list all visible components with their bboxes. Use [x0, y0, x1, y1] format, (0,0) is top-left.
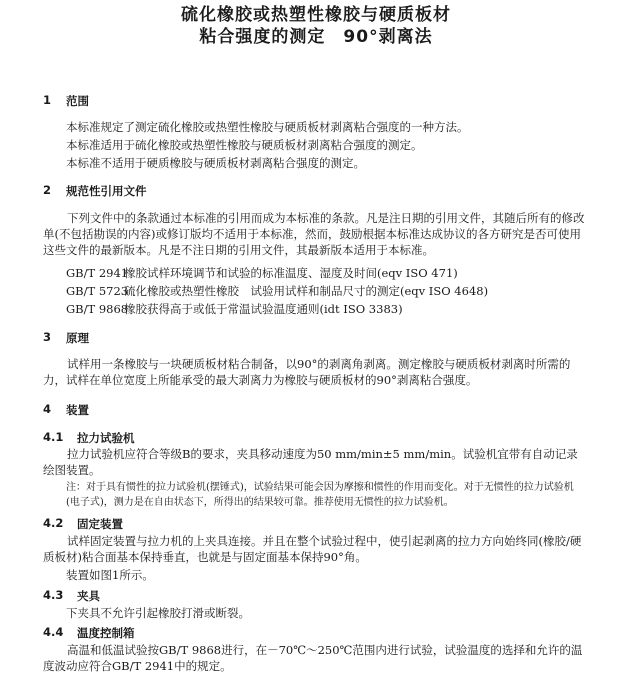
subsection-4-2-paragraph-1: 试样固定装置与拉力机的上夹具连接。并且在整个试验过程中，使引起剥离的拉力方向始终同(橡胶/硬质板材)粘合面基本保持垂直，也就是与固定面基本保持90°角。 [43, 534, 582, 564]
reference-code: GB/T 2941 [66, 266, 129, 280]
reference-title: 橡胶获得高于或低于常温试验温度通则(idt ISO 3383) [124, 302, 403, 316]
section-3-number: 3 [43, 330, 52, 344]
subsection-4-1-heading: 拉力试验机 [77, 431, 135, 445]
subsection-4-2-number: 4.2 [43, 516, 64, 530]
section-2-intro: 下列文件中的条款通过本标准的引用而成为本标准的条款。凡是注日期的引用文件，其随后所有的修改单(不包括勘误的内容)或修订版均不适用于本标准，然而，鼓励根据本标准达成协议的各方研究是否可使用这些文件的最新版本。凡是不注日期的引用文件，其最新版本适用于本标准。 [43, 211, 585, 257]
reference-row [66, 265, 458, 281]
section-3-paragraph-1: 试样用一条橡胶与一块硬质板材粘合制备，以90°的剥离角剥离。测定橡胶与硬质板材剥离时所需的力，试样在单位宽度上所能承受的最大剥离力为橡胶与硬质板材的90°剥离粘合强度。 [43, 357, 571, 387]
subsection-4-4-number: 4.4 [43, 625, 64, 639]
reference-title: 硫化橡胶或热塑性橡胶 试验用试样和制品尺寸的测定(eqv ISO 4648) [124, 284, 489, 298]
reference-row [66, 301, 403, 317]
subsection-4-3-paragraph: 下夹具不允许引起橡胶打滑或断裂。 [66, 606, 250, 620]
section-1-paragraph-2: 本标准适用于硫化橡胶或热塑性橡胶与硬质板材剥离粘合强度的测定。 [66, 138, 423, 152]
section-1-number: 1 [43, 93, 52, 107]
subsection-4-3-heading: 夹具 [77, 589, 100, 603]
section-1-paragraph-1: 本标准规定了测定硫化橡胶或热塑性橡胶与硬质板材剥离粘合强度的一种方法。 [66, 120, 469, 134]
subsection-4-4-heading: 温度控制箱 [77, 626, 135, 640]
section-4-heading: 装置 [66, 403, 89, 417]
subsection-4-4-paragraph: 高温和低温试验按GB/T 9868进行，在－70℃～250℃范围内进行试验，试验温度的选择和允许的温度波动应符合GB/T 2941中的规定。 [43, 643, 583, 673]
reference-title: 橡胶试样环境调节和试验的标准温度、湿度及时间(eqv ISO 471) [124, 266, 458, 280]
reference-code: GB/T 9868 [66, 302, 129, 316]
subsection-4-3-number: 4.3 [43, 588, 64, 602]
reference-code: GB/T 5723 [66, 284, 129, 298]
document-title-line1: 硫化橡胶或热塑性橡胶与硬质板材 [181, 5, 451, 25]
section-2-number: 2 [43, 183, 52, 197]
subsection-4-1-number: 4.1 [43, 430, 64, 444]
section-3-heading: 原理 [66, 331, 89, 345]
section-2-heading: 规范性引用文件 [66, 184, 147, 198]
subsection-4-2-heading: 固定装置 [77, 517, 123, 531]
section-1-heading: 范围 [66, 94, 89, 108]
section-1-paragraph-3: 本标准不适用于硬质橡胶与硬质板材剥离粘合强度的测定。 [66, 156, 365, 170]
subsection-4-1-note: 注：对于具有惯性的拉力试验机(摆锤式)，试验结果可能会因为摩擦和惯性的作用而变化。对于无惯性的拉力试验机(电子式)，测力是在自由状态下，所得出的结果较可靠。推荐使用无惯性的拉力试验机。 [66, 482, 574, 508]
subsection-4-1-paragraph: 拉力试验机应符合等级B的要求，夹具移动速度为50 mm/min±5 mm/min。试验机宜带有自动记录绘图装置。 [43, 447, 578, 477]
section-4-number: 4 [43, 402, 52, 416]
subsection-4-2-paragraph-2: 装置如图1所示。 [66, 568, 154, 582]
reference-row [66, 283, 488, 299]
document-title-line2: 粘合强度的测定 90°剥离法 [199, 27, 433, 47]
